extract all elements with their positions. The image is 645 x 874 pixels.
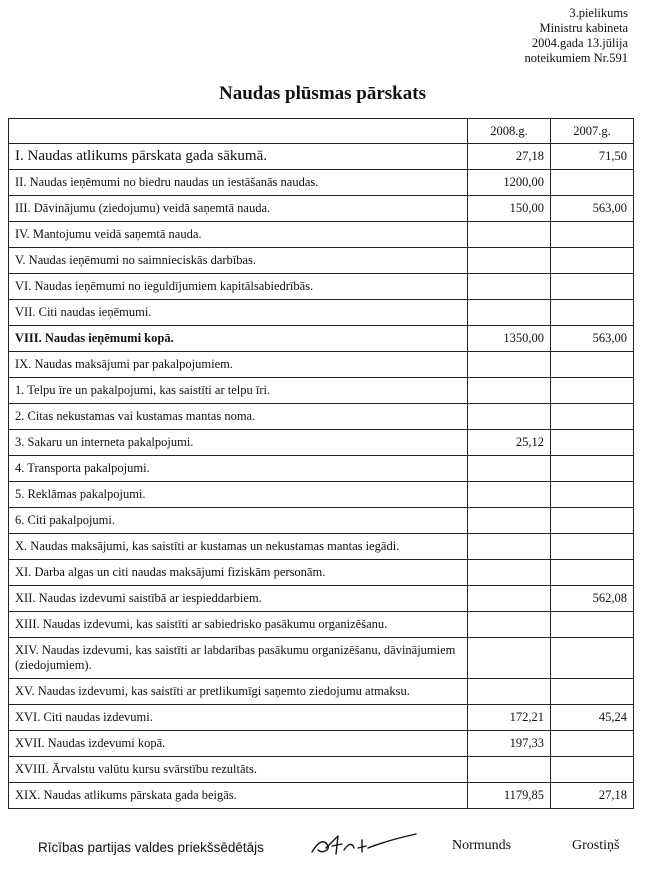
value-2007 xyxy=(551,508,634,534)
table-row xyxy=(9,430,634,456)
value-2008: 1350,00 xyxy=(468,326,551,352)
value-2008 xyxy=(468,300,551,326)
value-2007 xyxy=(551,731,634,757)
row-label: XIX. Naudas atlikums pārskata gada beigās. xyxy=(9,783,468,809)
table-row xyxy=(9,248,634,274)
value-2007 xyxy=(551,352,634,378)
row-label: XII. Naudas izdevumi saistībā ar iespieddarbiem. xyxy=(9,586,468,612)
value-2008 xyxy=(468,757,551,783)
annex-line: 2004.gada 13.jūlija xyxy=(531,36,628,50)
value-2008 xyxy=(468,222,551,248)
row-label: XVIII. Ārvalstu valūtu kursu svārstību rezultāts. xyxy=(9,757,468,783)
row-label: VIII. Naudas ieņēmumi kopā. xyxy=(9,326,468,352)
value-2008 xyxy=(468,612,551,638)
signature-footer xyxy=(0,834,645,864)
value-2007: 27,18 xyxy=(551,783,634,809)
table-row xyxy=(9,456,634,482)
value-2008 xyxy=(468,404,551,430)
row-label: II. Naudas ieņēmumi no biedru naudas un iestāšanās naudas. xyxy=(9,170,468,196)
table-row xyxy=(9,586,634,612)
table-row xyxy=(9,378,634,404)
table-row xyxy=(9,274,634,300)
annex-line: 3.pielikums xyxy=(569,6,628,20)
value-2008 xyxy=(468,482,551,508)
row-label: VII. Citi naudas ieņēmumi. xyxy=(9,300,468,326)
row-label: V. Naudas ieņēmumi no saimnieciskās darbības. xyxy=(9,248,468,274)
signer-first-name: Normunds xyxy=(452,838,512,853)
value-2008 xyxy=(468,638,551,679)
header-year-2008: 2008.g. xyxy=(468,119,551,144)
row-label: III. Dāvinājumu (ziedojumu) veidā saņemtā nauda. xyxy=(9,196,468,222)
header-label-cell xyxy=(9,119,468,144)
annex-line: Ministru kabineta xyxy=(539,21,628,35)
value-2008: 1200,00 xyxy=(468,170,551,196)
value-2008: 27,18 xyxy=(468,144,551,170)
row-label: XVI. Citi naudas izdevumi. xyxy=(9,705,468,731)
table-row xyxy=(9,612,634,638)
value-2008 xyxy=(468,534,551,560)
table-row xyxy=(9,508,634,534)
table-row xyxy=(9,326,634,352)
value-2008 xyxy=(468,274,551,300)
value-2007 xyxy=(551,757,634,783)
table-row xyxy=(9,679,634,705)
value-2007: 562,08 xyxy=(551,586,634,612)
row-label: XIV. Naudas izdevumi, kas saistīti ar labdarības pasākumu organizēšanu, dāvinājumiem (ziedojumiem). xyxy=(9,638,468,679)
value-2008 xyxy=(468,679,551,705)
table-row xyxy=(9,352,634,378)
value-2007 xyxy=(551,430,634,456)
row-label: XI. Darba algas un citi naudas maksājumi fiziskām personām. xyxy=(9,560,468,586)
value-2008 xyxy=(468,586,551,612)
value-2008 xyxy=(468,456,551,482)
value-2007 xyxy=(551,378,634,404)
value-2007 xyxy=(551,679,634,705)
table-row xyxy=(9,534,634,560)
table-row xyxy=(9,560,634,586)
value-2007 xyxy=(551,222,634,248)
value-2007 xyxy=(551,170,634,196)
row-label: 4. Transporta pakalpojumi. xyxy=(9,456,468,482)
row-label: XV. Naudas izdevumi, kas saistīti ar pretlikumīgi saņemto ziedojumu atmaksu. xyxy=(9,679,468,705)
row-label: X. Naudas maksājumi, kas saistīti ar kustamas un nekustamas mantas iegādi. xyxy=(9,534,468,560)
signer-last-name: Grostiņš xyxy=(572,838,620,853)
value-2007 xyxy=(551,404,634,430)
value-2008 xyxy=(468,508,551,534)
value-2008: 197,33 xyxy=(468,731,551,757)
value-2007: 563,00 xyxy=(551,196,634,222)
row-label: XIII. Naudas izdevumi, kas saistīti ar sabiedrisko pasākumu organizēšanu. xyxy=(9,612,468,638)
value-2007 xyxy=(551,612,634,638)
table-header-row xyxy=(9,119,634,144)
document-title: Naudas plūsmas pārskats xyxy=(219,83,426,104)
annex-line: noteikumiem Nr.591 xyxy=(524,51,628,65)
row-label: IX. Naudas maksājumi par pakalpojumiem. xyxy=(9,352,468,378)
value-2007 xyxy=(551,274,634,300)
value-2008: 1179,85 xyxy=(468,783,551,809)
row-label: IV. Mantojumu veidā saņemtā nauda. xyxy=(9,222,468,248)
row-label: I. Naudas atlikums pārskata gada sākumā. xyxy=(9,144,468,170)
annex-reference xyxy=(525,6,628,66)
value-2007 xyxy=(551,248,634,274)
value-2007 xyxy=(551,560,634,586)
table-row xyxy=(9,222,634,248)
value-2007 xyxy=(551,638,634,679)
value-2007: 45,24 xyxy=(551,705,634,731)
row-label: XVII. Naudas izdevumi kopā. xyxy=(9,731,468,757)
row-label: 3. Sakaru un interneta pakalpojumi. xyxy=(9,430,468,456)
cash-flow-table xyxy=(8,118,634,809)
value-2008: 25,12 xyxy=(468,430,551,456)
value-2008: 150,00 xyxy=(468,196,551,222)
value-2008 xyxy=(468,378,551,404)
table-row xyxy=(9,783,634,809)
value-2007 xyxy=(551,482,634,508)
table-row xyxy=(9,144,634,170)
table-row xyxy=(9,731,634,757)
table-row xyxy=(9,170,634,196)
value-2008 xyxy=(468,352,551,378)
value-2007 xyxy=(551,456,634,482)
table-row xyxy=(9,196,634,222)
row-label: 2. Citas nekustamas vai kustamas mantas noma. xyxy=(9,404,468,430)
value-2008 xyxy=(468,560,551,586)
handwritten-signature xyxy=(308,828,418,862)
signer-role: Rīcības partijas valdes priekšsēdētājs xyxy=(38,840,264,855)
value-2007: 71,50 xyxy=(551,144,634,170)
row-label: 1. Telpu īre un pakalpojumi, kas saistīti ar telpu īri. xyxy=(9,378,468,404)
value-2007 xyxy=(551,534,634,560)
header-year-2007: 2007.g. xyxy=(551,119,634,144)
value-2008: 172,21 xyxy=(468,705,551,731)
value-2007: 563,00 xyxy=(551,326,634,352)
table-row xyxy=(9,482,634,508)
row-label: VI. Naudas ieņēmumi no ieguldījumiem kapitālsabiedrībās. xyxy=(9,274,468,300)
row-label: 6. Citi pakalpojumi. xyxy=(9,508,468,534)
value-2008 xyxy=(468,248,551,274)
value-2007 xyxy=(551,300,634,326)
table-row xyxy=(9,300,634,326)
table-row xyxy=(9,705,634,731)
table-row xyxy=(9,404,634,430)
table-row xyxy=(9,638,634,679)
row-label: 5. Reklāmas pakalpojumi. xyxy=(9,482,468,508)
table-row xyxy=(9,757,634,783)
